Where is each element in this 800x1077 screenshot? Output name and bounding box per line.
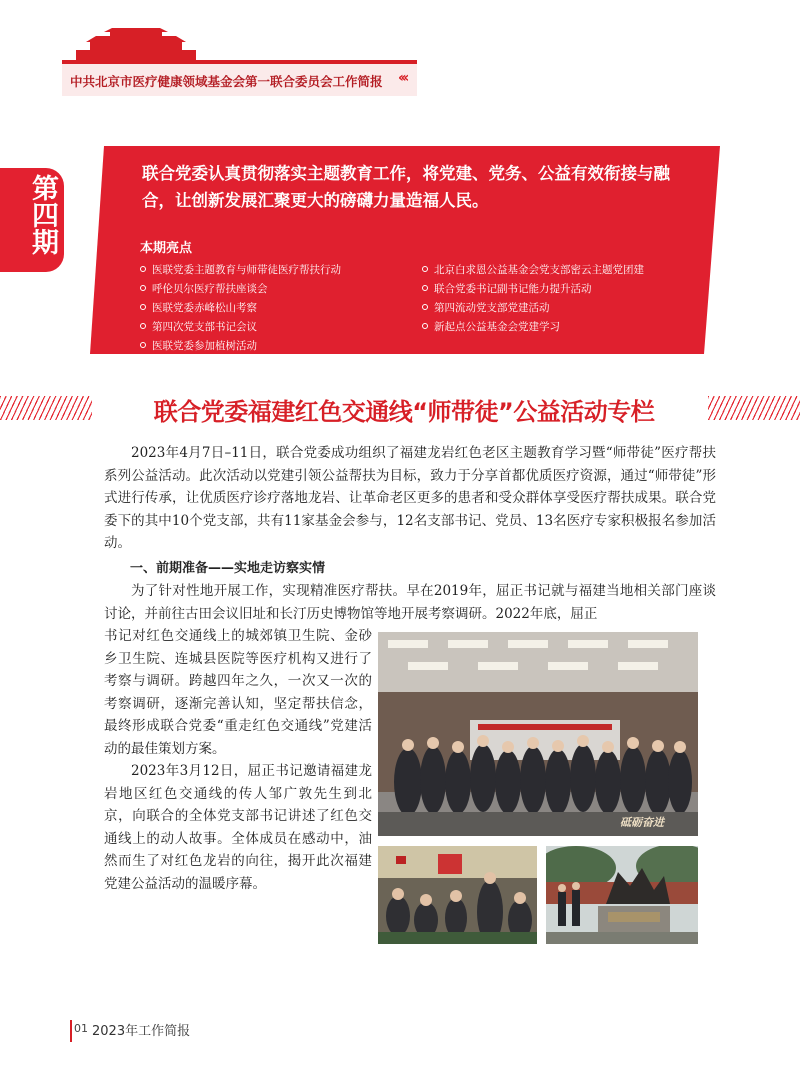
paragraph-intro: 2023年4月7日–11日，联合党委成功组织了福建龙岩红色老区主题教育学习暨“师带徒”医疗帮扶系列公益活动。此次活动以党建引领公益帮扶为目标，致力于分享首都优质医疗资源，通过“师带徒”形式进行传承，让优质医疗诊疗落地龙岩、让革命老区更多的患者和受众群体享受医疗帮扶成果。联合党委下的其中10个党支部，共有11家基金会参与，12名支部书记、党员、13名医疗专家积极报名参加活动。 (104, 445, 716, 551)
section-title: 联合党委福建红色交通线“师带徒”公益活动专栏 (153, 398, 655, 426)
meeting-photo (378, 846, 537, 944)
highlight-item: 医联党委参加植树活动 (140, 338, 257, 353)
photo-caption: 砥砺奋进 (620, 816, 664, 829)
monument-photo (546, 846, 698, 944)
title-stripes-right (708, 396, 800, 420)
tiananmen-gate-icon (76, 28, 196, 60)
highlights-title: 本期亮点 (140, 241, 193, 256)
chevrons-icon: ‹‹‹ (398, 70, 407, 86)
highlight-item: 医联党委主题教育与师带徒医疗帮扶行动 (140, 262, 341, 277)
banner-lead: 联合党委认真贯彻落实主题教育工作，将党建、党务、公益有效衔接与融合，让创新发展汇聚更大的磅礴力量造福人民。 (142, 164, 670, 210)
paragraph-survey: 书记对红色交通线上的城郊镇卫生院、金砂乡卫生院、连城县医院等医疗机构又进行了考察与调研。跨越四年之久，一次又一次的考察调研，逐渐完善认知，坚定帮扶信念，最终形成联合党委“重走红色交通线”党建活动的最佳策划方案。 (104, 628, 372, 757)
issue-label: 第四期 (27, 174, 58, 255)
highlight-item: 联合党委书记副书记能力提升活动 (422, 281, 592, 296)
subheading-preparation: 一、前期准备——实地走访察实情 (130, 561, 326, 576)
highlight-item: 新起点公益基金会党建学习 (422, 319, 560, 334)
group-photo (378, 632, 698, 836)
paragraph-story: 2023年3月12日，屈正书记邀请福建龙岩地区红色交通线的传人邹广敦先生到北京，向联合的全体党支部书记讲述了红色交通线上的动人故事。全体成员在感动中，油然而生了对红色龙岩的向往，揭开此次福建党建公益活动的温暖序幕。 (104, 763, 372, 892)
highlight-item: 第四流动党支部党建活动 (422, 300, 550, 315)
highlight-item: 医联党委赤峰松山考察 (140, 300, 257, 315)
header-title: 中共北京市医疗健康领域基金会第一联合委员会工作简报 (70, 74, 383, 89)
page-number: 01 (74, 1022, 88, 1035)
paragraph-preparation: 为了针对性地开展工作，实现精准医疗帮扶。早在2019年，屈正书记就与福建当地相关部门座谈讨论，并前往古田会议旧址和长汀历史博物馆等地开展考察调研。2022年底，屈正 (104, 583, 716, 622)
highlight-item: 第四次党支部书记会议 (140, 319, 257, 334)
footer-label: 2023年工作简报 (92, 1024, 191, 1039)
highlight-item: 北京白求恩公益基金会党支部密云主题党团建 (422, 262, 644, 277)
footer-rule (70, 1020, 72, 1042)
title-stripes-left (0, 396, 92, 420)
highlight-item: 呼伦贝尔医疗帮扶座谈会 (140, 281, 268, 296)
